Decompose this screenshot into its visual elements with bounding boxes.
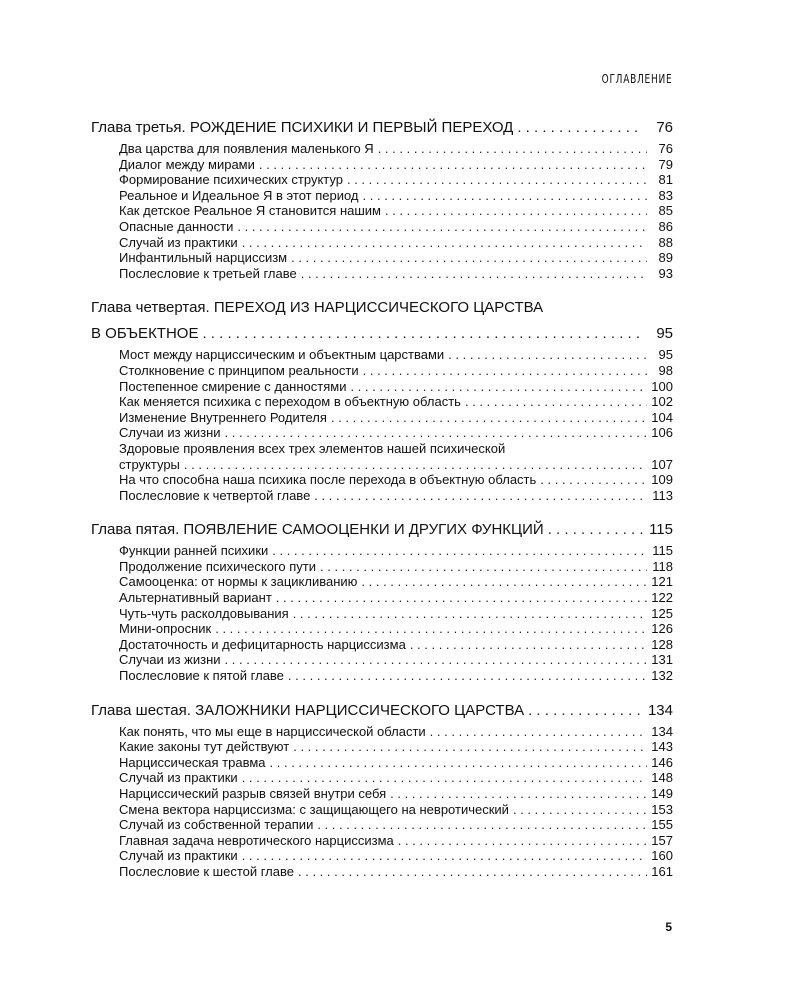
entry-page-number: 85 <box>658 203 673 219</box>
chapter-page-number: 134 <box>647 701 673 719</box>
chapter-page-number: 95 <box>656 325 673 343</box>
toc-entry[interactable] <box>119 637 673 653</box>
entry-title: Мост между нарциссическим и объектным царствами <box>119 347 445 363</box>
entry-page-number: 122 <box>651 590 673 606</box>
dot-leader <box>184 457 647 473</box>
entry-page-number: 134 <box>651 723 673 739</box>
dot-leader <box>347 172 647 188</box>
toc-entry[interactable] <box>119 864 673 880</box>
toc-entry[interactable] <box>119 141 673 157</box>
dot-leader <box>242 848 647 864</box>
dot-leader <box>225 425 647 441</box>
dot-leader <box>385 203 647 219</box>
entry-title-line2: структуры <box>119 456 180 472</box>
chapter-title: Глава пятая. ПОЯВЛЕНИЕ САМООЦЕНКИ И ДРУГИХ ФУНКЦИЙ <box>91 521 544 539</box>
entry-title: Какие законы тут действуют <box>119 739 290 755</box>
dot-leader <box>430 724 647 740</box>
entry-page-number: 118 <box>652 558 673 574</box>
entry-title: Формирование психических структур <box>119 172 343 188</box>
toc-entry[interactable] <box>119 157 673 173</box>
entry-page-number: 125 <box>651 605 673 621</box>
toc-entry[interactable] <box>119 457 673 473</box>
toc-entry[interactable] <box>119 488 673 504</box>
dot-leader <box>317 817 647 833</box>
entry-title: Нарциссический разрыв связей внутри себя <box>119 786 387 801</box>
toc-entry[interactable] <box>119 574 673 590</box>
entry-page-number: 157 <box>651 832 673 848</box>
entry-title: Продолжение психического пути <box>119 558 317 574</box>
toc-entry[interactable] <box>119 266 673 282</box>
toc-entry[interactable] <box>119 235 673 251</box>
dot-leader <box>517 118 643 138</box>
entry-page-number: 126 <box>651 621 673 637</box>
entry-title: На что способна наша психика после перехода в объектную область <box>119 472 537 488</box>
chapter-heading[interactable] <box>91 520 673 540</box>
entry-page-number: 149 <box>651 786 673 801</box>
entry-title: Послесловие к пятой главе <box>119 668 284 684</box>
entry-page-number: 79 <box>658 156 673 172</box>
entry-title: Как понять, что мы еще в нарциссической области <box>119 723 426 739</box>
toc-entry[interactable] <box>119 652 673 668</box>
entry-title: Функции ранней психики <box>119 543 269 559</box>
dot-leader <box>293 606 647 622</box>
toc-entry[interactable] <box>119 724 673 740</box>
entry-title: Случаи из жизни <box>119 425 221 441</box>
entry-page-number: 107 <box>651 456 673 472</box>
toc-entry[interactable] <box>119 379 673 395</box>
chapter-heading[interactable] <box>91 324 673 344</box>
dot-leader <box>272 543 647 559</box>
dot-leader <box>225 652 647 668</box>
chapter-page-number: 115 <box>649 521 673 539</box>
entry-page-number: 88 <box>658 234 673 250</box>
toc-entry[interactable] <box>119 833 673 849</box>
toc-entry[interactable] <box>119 472 673 488</box>
dot-leader <box>448 347 647 363</box>
entry-page-number: 89 <box>658 250 673 266</box>
entry-page-number: 86 <box>658 218 673 234</box>
entry-title: Послесловие к шестой главе <box>119 863 294 879</box>
chapter-page-number: 76 <box>656 119 673 136</box>
entry-title: Постепенное смирение с данностями <box>119 378 347 394</box>
chapter-3 <box>91 118 673 281</box>
toc-entry[interactable] <box>119 755 673 771</box>
entry-title: Случай из практики <box>119 234 238 250</box>
dot-leader <box>291 250 647 266</box>
toc-entry[interactable] <box>119 203 673 219</box>
entry-page-number: 76 <box>658 141 673 156</box>
entry-title: Два царства для появления маленького Я <box>119 141 374 156</box>
page-number: 5 <box>665 920 672 934</box>
chapter-title-line2: В ОБЪЕКТНОЕ <box>91 325 199 343</box>
chapter-heading[interactable] <box>91 701 673 721</box>
toc-entry[interactable] <box>119 410 673 426</box>
toc-entry[interactable] <box>119 250 673 266</box>
entry-page-number: 153 <box>651 801 673 817</box>
entry-page-number: 100 <box>651 378 673 394</box>
entry-page-number: 83 <box>658 187 673 203</box>
toc-entry[interactable] <box>119 425 673 441</box>
entry-page-number: 109 <box>651 472 673 488</box>
entry-page-number: 98 <box>658 362 673 378</box>
toc-entry[interactable] <box>119 347 673 363</box>
toc-entry[interactable] <box>119 172 673 188</box>
chapter-title: Глава шестая. ЗАЛОЖНИКИ НАРЦИССИЧЕСКОГО ЦАРСТВА <box>91 701 525 719</box>
entry-title: Нарциссическая травма <box>119 754 266 770</box>
entry-page-number: 132 <box>651 668 673 684</box>
dot-leader <box>361 574 647 590</box>
entry-page-number: 143 <box>651 739 673 755</box>
dot-leader <box>314 488 647 504</box>
dot-leader <box>293 739 647 755</box>
entry-title: Самооценка: от нормы к зацикливанию <box>119 574 358 590</box>
dot-leader <box>202 324 643 344</box>
entry-page-number: 148 <box>651 770 673 786</box>
entry-title: Как детское Реальное Я становится нашим <box>119 203 381 219</box>
entry-title: Смена вектора нарциссизма: с защищающего на невротический <box>119 801 509 817</box>
toc-entry[interactable] <box>119 770 673 786</box>
dot-leader <box>270 755 647 771</box>
dot-leader <box>288 668 647 684</box>
dot-leader <box>465 394 647 410</box>
entry-title: Диалог между мирами <box>119 156 255 172</box>
dot-leader <box>237 219 647 235</box>
chapter-6 <box>91 701 673 880</box>
toc-entry[interactable] <box>119 543 673 559</box>
entry-page-number: 128 <box>651 636 673 652</box>
dot-leader <box>331 410 647 426</box>
dot-leader <box>378 141 647 157</box>
dot-leader <box>276 590 647 606</box>
toc-entry[interactable] <box>119 668 673 684</box>
entry-page-number: 131 <box>651 652 673 668</box>
dot-leader <box>540 472 647 488</box>
entry-title: Инфантильный нарциссизм <box>119 250 288 266</box>
toc-entry[interactable] <box>119 559 673 575</box>
entry-title: Случай из собственной терапии <box>119 817 314 833</box>
toc-entry[interactable] <box>119 786 673 802</box>
entry-title-line1[interactable]: Здоровые проявления всех трех элементов нашей психической <box>119 440 506 456</box>
chapter-title: Глава третья. РОЖДЕНИЕ ПСИХИКИ И ПЕРВЫЙ ПЕРЕХОД <box>91 119 514 136</box>
entry-page-number: 146 <box>651 754 673 770</box>
toc-entry[interactable] <box>119 219 673 235</box>
toc-entry[interactable] <box>119 802 673 818</box>
toc-entry[interactable] <box>119 848 673 864</box>
running-head: ОГЛАВЛЕНИЕ <box>601 72 672 86</box>
toc-entry[interactable] <box>119 606 673 622</box>
entry-page-number: 93 <box>658 265 673 281</box>
dot-leader <box>242 235 647 251</box>
entry-title: Опасные данности <box>119 218 234 234</box>
toc-entry[interactable] <box>119 188 673 204</box>
chapter-title-line1[interactable]: Глава четвертая. ПЕРЕХОД ИЗ НАРЦИССИЧЕСКОГО ЦАРСТВА <box>91 299 544 317</box>
dot-leader <box>301 266 647 282</box>
dot-leader <box>363 188 647 204</box>
dot-leader <box>363 363 647 379</box>
entry-page-number: 106 <box>651 425 673 441</box>
dot-leader <box>548 520 643 540</box>
table-of-contents <box>91 118 673 897</box>
chapter-5 <box>91 520 673 683</box>
entry-page-number: 160 <box>651 848 673 864</box>
dot-leader <box>350 379 647 395</box>
entry-title: Мини-опросник <box>119 621 212 637</box>
entry-page-number: 113 <box>652 487 673 503</box>
entry-title: Чуть-чуть расколдовывания <box>119 605 289 621</box>
toc-entry[interactable] <box>119 817 673 833</box>
dot-leader <box>528 701 643 721</box>
entry-page-number: 102 <box>651 394 673 410</box>
dot-leader <box>242 770 647 786</box>
entry-page-number: 121 <box>651 574 673 590</box>
toc-entry[interactable] <box>119 590 673 606</box>
entry-page-number: 104 <box>651 409 673 425</box>
dot-leader <box>390 786 647 802</box>
entry-page-number: 155 <box>651 817 673 833</box>
dot-leader <box>298 864 647 880</box>
entry-page-number: 161 <box>651 863 673 879</box>
dot-leader <box>398 833 647 849</box>
entry-title: Случай из практики <box>119 770 238 786</box>
dot-leader <box>215 621 647 637</box>
dot-leader <box>513 802 647 818</box>
dot-leader <box>320 559 647 575</box>
entry-title: Достаточность и дефицитарность нарциссизма <box>119 636 406 652</box>
entry-title: Столкновение с принципом реальности <box>119 362 359 378</box>
entry-title: Послесловие к третьей главе <box>119 265 297 281</box>
entry-title: Случаи из жизни <box>119 652 221 668</box>
chapter-heading[interactable] <box>91 118 673 138</box>
entry-page-number: 95 <box>658 347 673 363</box>
entry-title: Реальное и Идеальное Я в этот период <box>119 187 359 203</box>
chapter-4 <box>91 298 673 503</box>
entry-title: Как меняется психика с переходом в объектную область <box>119 394 461 410</box>
toc-entry[interactable] <box>119 394 673 410</box>
toc-entry[interactable] <box>119 739 673 755</box>
dot-leader <box>410 637 647 653</box>
entry-title: Альтернативный вариант <box>119 590 272 606</box>
entry-title: Послесловие к четвертой главе <box>119 487 311 503</box>
toc-entry[interactable] <box>119 363 673 379</box>
entry-page-number: 81 <box>658 172 673 188</box>
entry-title: Случай из практики <box>119 848 238 864</box>
dot-leader <box>259 157 647 173</box>
entry-page-number: 115 <box>652 543 673 559</box>
entry-title: Изменение Внутреннего Родителя <box>119 409 327 425</box>
toc-entry[interactable] <box>119 621 673 637</box>
entry-title: Главная задача невротического нарциссизма <box>119 832 394 848</box>
